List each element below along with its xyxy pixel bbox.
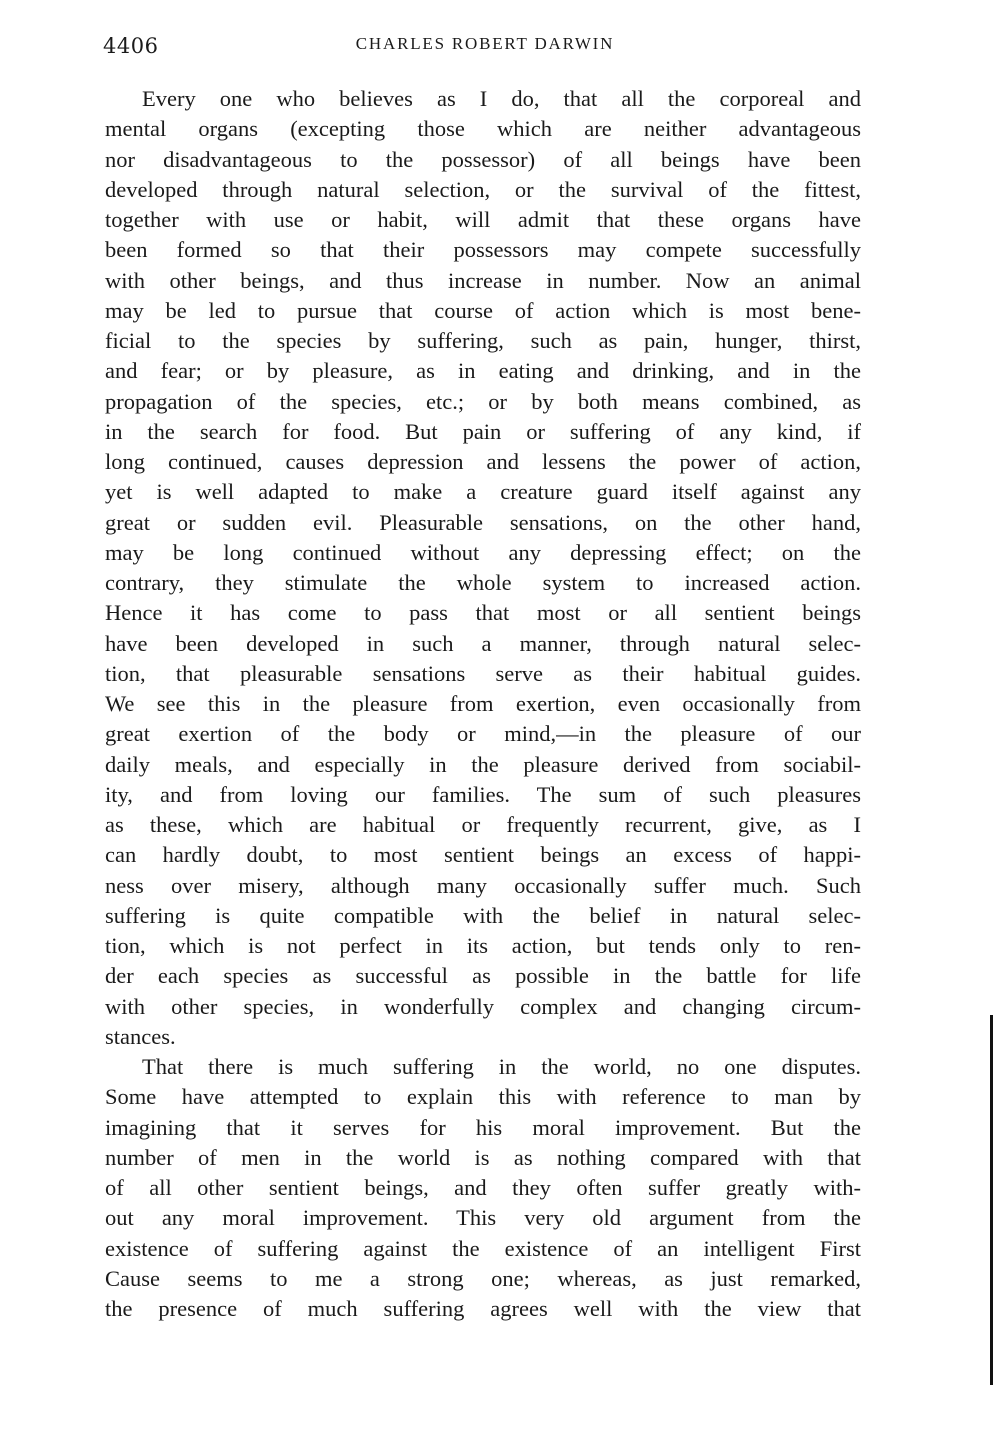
text-line: propagation of the species, etc.; or by both means combined, as (105, 388, 861, 414)
text-line: number of men in the world is as nothing compared with that (105, 1144, 861, 1170)
text-line: tion, which is not perfect in its action, but tends only to ren- (105, 933, 861, 958)
text-line: can hardly doubt, to most sentient beings an excess of happi- (105, 842, 861, 868)
text-line: with other species, in wonderfully complex and changing circum- (105, 993, 861, 1019)
text-line: of all other sentient beings, and they often suffer greatly with- (105, 1175, 861, 1200)
text-line: der each species as successful as possible in the battle for life (105, 963, 861, 989)
text-line: That there is much suffering in the world, no one disputes. (142, 1054, 861, 1079)
text-line: Every one who believes as I do, that all the corporeal and (142, 86, 861, 111)
text-line: imagining that it serves for his moral improvement. But the (105, 1114, 861, 1140)
margin-rule (990, 1015, 993, 1385)
text-line: together with use or habit, will admit that these organs have (105, 207, 861, 232)
text-line: We see this in the pleasure from exertion, even occasionally from (105, 691, 861, 716)
text-line: in the search for food. But pain or suffering of any kind, if (105, 418, 861, 444)
text-line: out any moral improvement. This very old argument from the (105, 1205, 861, 1231)
text-line: with other beings, and thus increase in number. Now an animal (105, 267, 861, 293)
body-text (105, 84, 861, 1324)
text-line: yet is well adapted to make a creature guard itself against any (105, 479, 861, 505)
text-line: stances. (105, 1023, 176, 1049)
text-line: Hence it has come to pass that most or all sentient beings (105, 600, 861, 626)
text-line: may be led to pursue that course of action which is most bene- (105, 297, 861, 323)
text-line: the presence of much suffering agrees well with the view that (105, 1296, 861, 1321)
paragraph-1 (105, 84, 861, 1052)
text-line: existence of suffering against the existence of an intelligent First (105, 1235, 861, 1261)
text-line: may be long continued without any depressing effect; on the (105, 539, 861, 565)
text-line: daily meals, and especially in the pleasure derived from sociabil- (105, 751, 861, 777)
running-head (0, 34, 1000, 54)
text-line: nor disadvantageous to the possessor) of all beings have been (105, 146, 861, 172)
text-line: ity, and from loving our families. The sum of such pleasures (105, 781, 861, 807)
text-line: as these, which are habitual or frequently recurrent, give, as I (105, 812, 861, 837)
text-line: suffering is quite compatible with the belief in natural selec- (105, 902, 861, 928)
text-line: tion, that pleasurable sensations serve as their habitual guides. (105, 660, 861, 686)
paragraph-2 (105, 1052, 861, 1324)
running-head-title: CHARLES ROBERT DARWIN (355, 34, 615, 53)
text-line: and fear; or by pleasure, as in eating and drinking, and in the (105, 358, 861, 384)
text-line: long continued, causes depression and lessens the power of action, (105, 449, 861, 474)
text-line: mental organs (excepting those which are neither advantageous (105, 116, 861, 142)
page-number: 4406 (103, 34, 159, 58)
text-line: Some have attempted to explain this with reference to man by (105, 1084, 861, 1110)
text-line: have been developed in such a manner, through natural selec- (105, 630, 861, 656)
text-line: ficial to the species by suffering, such as pain, hunger, thirst, (105, 328, 861, 353)
text-line: ness over misery, although many occasionally suffer much. Such (105, 872, 861, 898)
text-line: great exertion of the body or mind,—in the pleasure of our (105, 721, 861, 747)
text-line: been formed so that their possessors may compete successfully (105, 237, 861, 263)
text-line: Cause seems to me a strong one; whereas, as just remarked, (105, 1265, 861, 1291)
text-line: contrary, they stimulate the whole system to increased action. (105, 570, 861, 595)
text-line: developed through natural selection, or the survival of the fittest, (105, 176, 861, 202)
text-line: great or sudden evil. Pleasurable sensations, on the other hand, (105, 509, 861, 535)
